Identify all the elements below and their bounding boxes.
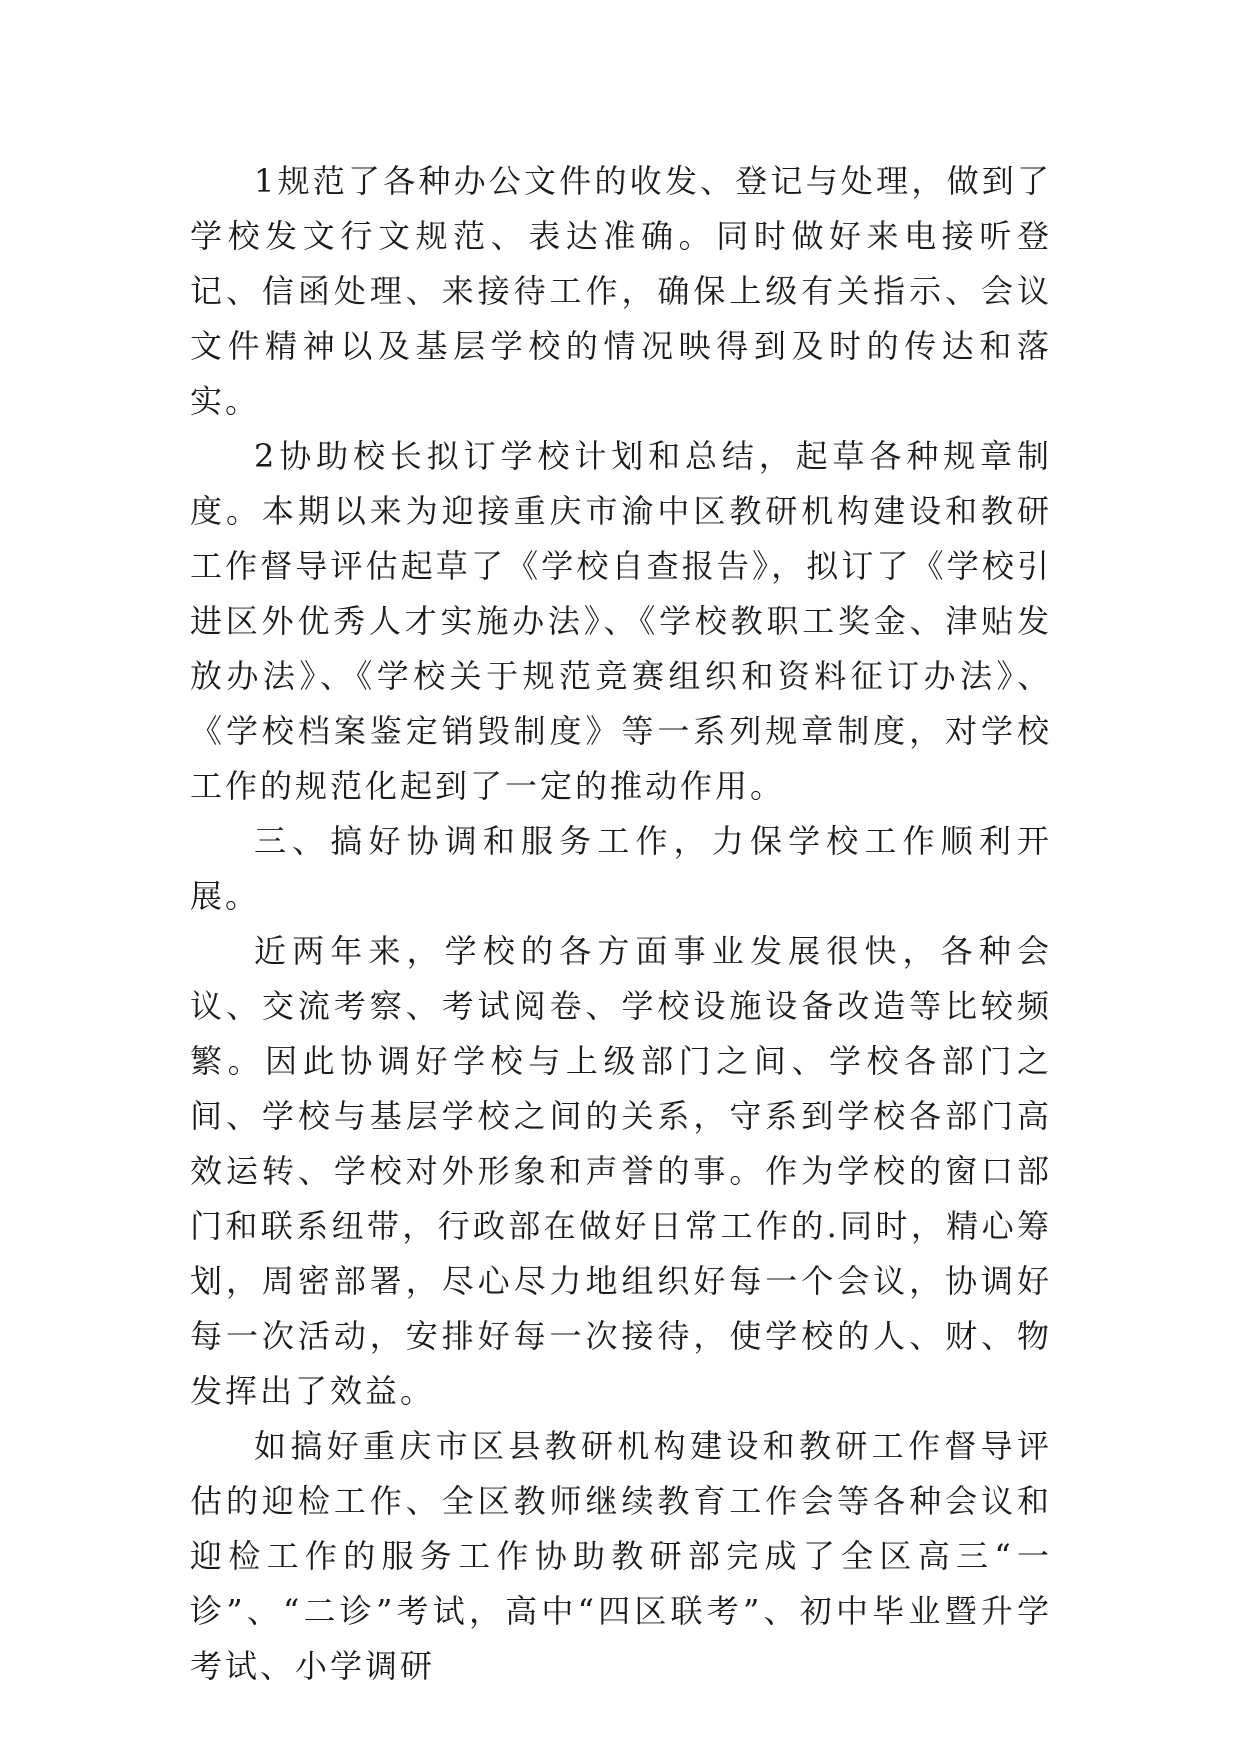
document-body — [190, 154, 1052, 1694]
paragraph-1: 1规范了各种办公文件的收发、登记与处理，做到了学校发文行文规范、表达准确。同时做好来电接听登记、信函处理、来接待工作，确保上级有关指示、会议文件精神以及基层学校的情况映得到及时的传达和落实。 — [190, 162, 1052, 420]
section-heading-3: 三、搞好协调和服务工作，力保学校工作顺利开展。 — [190, 822, 1052, 915]
paragraph-5: 如搞好重庆市区县教研机构建设和教研工作督导评估的迎检工作、全区教师继续教育工作会等各种会议和迎检工作的服务工作协助教研部完成了全区高三“一诊”、“二诊”考试，高中“四区联考”、初中毕业暨升学考试、小学调研 — [190, 1427, 1052, 1685]
paragraph-2: 2协助校长拟订学校计划和总结，起草各种规章制度。本期以来为迎接重庆市渝中区教研机构建设和教研工作督导评估起草了《学校自查报告》，拟订了《学校引进区外优秀人才实施办法》、《学校教职工奖金、津贴发放办法》、《学校关于规范竞赛组织和资料征订办法》、《学校档案鉴定销毁制度》等一系列规章制度，对学校工作的规范化起到了一定的推动作用。 — [190, 437, 1052, 805]
paragraph-4: 近两年来，学校的各方面事业发展很快，各种会议、交流考察、考试阅卷、学校设施设备改造等比较频繁。因此协调好学校与上级部门之间、学校各部门之间、学校与基层学校之间的关系，守系到学校各部门高效运转、学校对外形象和声誉的事。作为学校的窗口部门和联系纽带，行政部在做好日常工作的.同时，精心筹划，周密部署，尽心尽力地组织好每一个会议，协调好每一次活动，安排好每一次接待，使学校的人、财、物发挥出了效益。 — [190, 932, 1052, 1410]
